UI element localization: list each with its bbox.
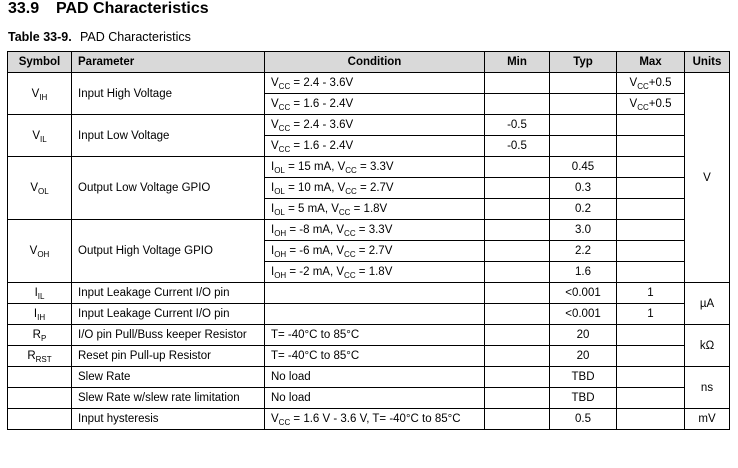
table-row	[8, 283, 730, 304]
cell-max	[617, 199, 685, 220]
cell-typ: 0.5	[550, 409, 617, 430]
cell-typ: 0.45	[550, 157, 617, 178]
cell-symbol: $V_{IL}$	[8, 115, 72, 157]
cell-max	[617, 367, 685, 388]
cell-min	[485, 220, 550, 241]
cell-min	[485, 325, 550, 346]
cell-max: $V_{CC}+0.5$	[617, 94, 685, 115]
cell-max: 1	[617, 283, 685, 304]
cell-condition: $V_{CC} = 2.4 - 3.6V$	[265, 73, 485, 94]
cell-condition: $I_{OH} = -2$ mA, $V_{CC} = 1.8V$	[265, 262, 485, 283]
cell-typ: 1.6	[550, 262, 617, 283]
table-row	[8, 346, 730, 367]
subscript: CC	[345, 166, 357, 175]
cell-max	[617, 115, 685, 136]
subscript: CC	[278, 103, 291, 112]
cell-min	[485, 346, 550, 367]
cell-max	[617, 388, 685, 409]
cell-max	[617, 409, 685, 430]
cell-max: 1	[617, 304, 685, 325]
subscript: CC	[637, 82, 649, 91]
subscript: OL	[274, 208, 285, 217]
cell-symbol	[8, 409, 72, 430]
cell-condition: $I_{OL} = 15$ mA, $V_{CC} = 3.3V$	[265, 157, 485, 178]
subscript: CC	[278, 82, 291, 91]
cell-condition: No load	[265, 388, 485, 409]
cell-typ	[550, 73, 617, 94]
pad-characteristics-table	[7, 51, 730, 430]
cell-condition: $V_{CC} = 1.6$ V - 3.6 V, T= -40°C to 85°C	[265, 409, 485, 430]
cell-symbol: $I_{IH}$	[8, 304, 72, 325]
cell-typ: 0.3	[550, 178, 617, 199]
cell-typ: <0.001	[550, 304, 617, 325]
cell-typ: 20	[550, 346, 617, 367]
subscript: OL	[274, 166, 285, 175]
cell-symbol: $I_{IL}$	[8, 283, 72, 304]
table-row	[8, 115, 730, 136]
cell-max	[617, 325, 685, 346]
cell-symbol	[8, 388, 72, 409]
header-units: Units	[685, 52, 730, 73]
table-caption-title: PAD Characteristics	[80, 30, 191, 44]
cell-min	[485, 73, 550, 94]
cell-condition: $I_{OL} = 5$ mA, $V_{CC} = 1.8V$	[265, 199, 485, 220]
table-row	[8, 73, 730, 94]
cell-max	[617, 157, 685, 178]
header-condition: Condition	[265, 52, 485, 73]
cell-symbol: $R_{RST}$	[8, 346, 72, 367]
cell-max	[617, 262, 685, 283]
cell-parameter: Slew Rate	[72, 367, 265, 388]
cell-max: $V_{CC}+0.5$	[617, 73, 685, 94]
cell-typ: TBD	[550, 388, 617, 409]
subscript: OH	[274, 250, 287, 259]
cell-condition: $I_{OH} = -6$ mA, $V_{CC} = 2.7V$	[265, 241, 485, 262]
cell-units: µA	[685, 283, 730, 325]
cell-min	[485, 199, 550, 220]
cell-typ: <0.001	[550, 283, 617, 304]
header-typ: Typ	[550, 52, 617, 73]
cell-condition: T= -40°C to 85°C	[265, 346, 485, 367]
cell-min	[485, 94, 550, 115]
cell-units: kΩ	[685, 325, 730, 367]
subscript: CC	[344, 271, 356, 280]
cell-parameter: Input hysteresis	[72, 409, 265, 430]
cell-min	[485, 241, 550, 262]
symbol-subscript: IH	[37, 313, 46, 322]
subscript: CC	[278, 124, 291, 133]
cell-min	[485, 388, 550, 409]
subscript: OH	[274, 271, 287, 280]
cell-typ	[550, 115, 617, 136]
cell-condition: $V_{CC} = 2.4 - 3.6V$	[265, 115, 485, 136]
cell-parameter: Reset pin Pull-up Resistor	[72, 346, 265, 367]
cell-min: -0.5	[485, 115, 550, 136]
header-max: Max	[617, 52, 685, 73]
cell-symbol: $R_P$	[8, 325, 72, 346]
table-row	[8, 220, 730, 241]
subscript: OL	[274, 187, 285, 196]
symbol-subscript: P	[40, 334, 47, 343]
cell-min	[485, 367, 550, 388]
cell-min	[485, 262, 550, 283]
cell-condition: $V_{CC} = 1.6 - 2.4V$	[265, 136, 485, 157]
cell-condition: $I_{OH} = -8$ mA, $V_{CC} = 3.3V$	[265, 220, 485, 241]
cell-min	[485, 178, 550, 199]
cell-condition: T= -40°C to 85°C	[265, 325, 485, 346]
cell-condition	[265, 283, 485, 304]
cell-typ: 0.2	[550, 199, 617, 220]
cell-max	[617, 241, 685, 262]
subscript: OH	[274, 229, 287, 238]
cell-condition: $I_{OL} = 10$ mA, $V_{CC} = 2.7V$	[265, 178, 485, 199]
cell-typ: TBD	[550, 367, 617, 388]
cell-units: mV	[685, 409, 730, 430]
subscript: CC	[278, 418, 291, 427]
cell-parameter: Slew Rate w/slew rate limitation	[72, 388, 265, 409]
subscript: CC	[338, 208, 351, 217]
table-row	[8, 325, 730, 346]
cell-symbol: $V_{IH}$	[8, 73, 72, 115]
cell-max	[617, 220, 685, 241]
cell-min	[485, 304, 550, 325]
table-body	[8, 73, 730, 430]
section-title: PAD Characteristics	[56, 0, 209, 17]
header-parameter: Parameter	[72, 52, 265, 73]
table-row	[8, 409, 730, 430]
cell-max	[617, 178, 685, 199]
table-row	[8, 367, 730, 388]
cell-typ	[550, 94, 617, 115]
subscript: CC	[344, 250, 356, 259]
cell-parameter: Input Leakage Current I/O pin	[72, 304, 265, 325]
subscript: CC	[344, 229, 356, 238]
cell-typ	[550, 136, 617, 157]
symbol-subscript: OL	[38, 187, 49, 196]
subscript: CC	[278, 145, 291, 154]
header-min: Min	[485, 52, 550, 73]
cell-symbol: $V_{OL}$	[8, 157, 72, 220]
cell-parameter: Input Leakage Current I/O pin	[72, 283, 265, 304]
table-caption-label: Table 33-9.	[8, 30, 72, 44]
cell-typ: 2.2	[550, 241, 617, 262]
cell-min	[485, 283, 550, 304]
cell-parameter: Output Low Voltage GPIO	[72, 157, 265, 220]
cell-min	[485, 157, 550, 178]
subscript: CC	[345, 187, 357, 196]
cell-typ: 20	[550, 325, 617, 346]
table-row	[8, 304, 730, 325]
symbol-subscript: RST	[35, 355, 52, 364]
cell-condition: $V_{CC} = 1.6 - 2.4V$	[265, 94, 485, 115]
cell-symbol: $V_{OH}$	[8, 220, 72, 283]
cell-min	[485, 409, 550, 430]
symbol-subscript: IL	[40, 134, 47, 144]
cell-parameter: Input High Voltage	[72, 73, 265, 115]
cell-max	[617, 136, 685, 157]
section-number: 33.9	[8, 0, 40, 17]
cell-condition	[265, 304, 485, 325]
cell-units: ns	[685, 367, 730, 409]
cell-condition: No load	[265, 367, 485, 388]
section-heading	[8, 0, 209, 18]
cell-max	[617, 346, 685, 367]
symbol-subscript: OH	[37, 250, 50, 259]
table-header-row	[8, 52, 730, 73]
table-row	[8, 388, 730, 409]
header-symbol: Symbol	[8, 52, 72, 73]
cell-min: -0.5	[485, 136, 550, 157]
symbol-subscript: IL	[37, 292, 45, 301]
subscript: CC	[637, 103, 649, 112]
cell-parameter: I/O pin Pull/Buss keeper Resistor	[72, 325, 265, 346]
symbol-subscript: IH	[39, 92, 48, 102]
cell-parameter: Output High Voltage GPIO	[72, 220, 265, 283]
cell-typ: 3.0	[550, 220, 617, 241]
table-row	[8, 157, 730, 178]
cell-units: V	[685, 73, 730, 283]
cell-symbol	[8, 367, 72, 388]
cell-parameter: Input Low Voltage	[72, 115, 265, 157]
table-caption	[8, 30, 191, 44]
